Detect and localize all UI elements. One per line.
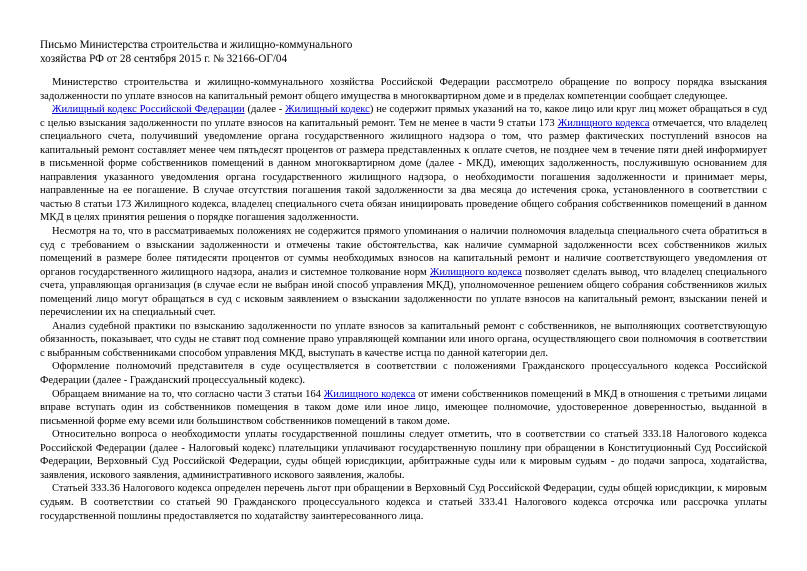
- paragraph-article-164: [40, 388, 767, 429]
- paragraph-text: от имени собственников помещений в МКД в отношения с третьими лицами вправе вступать один из собственников помещения в таком доме или иное лицо, имеющее полномочие, удостоверенное доверенностью, выданной в письменной форме ему всеми или большинством собственников помещений в таком доме.: [40, 388, 767, 427]
- document-title: [40, 38, 767, 66]
- paragraph-benefits: Статьей 333.36 Налогового кодекса определен перечень льгот при обращении в Верховный Суд Российской Федерации, суды общей юрисдикции, к мировым судьям. В соответствии со статьей 90 Гражданского процессуального кодекса и статьей 333.41 Налогового кодекса отсрочка или рассрочка уплаты государственной пошлины предоставляется по ходатайству заинтересованного лица.: [40, 483, 767, 522]
- paragraph-special-account-owner: [40, 225, 767, 320]
- paragraph-intro: Министерство строительства и жилищно-коммунального хозяйства Российской Федерации рассмотрело обращение по вопросу порядка взыскания задолженности по уплате взносов на капитальный ремонт общего имущества в многоквартирном доме и в пределах компетенции сообщает следующее.: [40, 77, 767, 102]
- paragraph-court-practice: Анализ судебной практики по взысканию задолженности по уплате взносов за капитальный ремонт с собственников, не выполняющих соответствующую обязанность, показывает, что суды не ставят под сомнение право управляющей компании или иного органа, осуществляющего свои полномочия в соответствии с выбранным собственниками способом управления МКД, выступать в качестве истца по данной категории дел.: [40, 320, 767, 359]
- document-title-line-1: Письмо Министерства строительства и жилищно-коммунального: [40, 39, 353, 51]
- paragraph-text: отмечается, что владелец специального счета, получивший уведомление органа государственного жилищного надзора о том, что размер фактических поступлений взносов на капитальный ремонт составляет менее чем пятьдесят процентов от размера представленных к оплате счетов, не позднее чем в течение пяти дней информирует в письменной форме собственников помещений в данном многоквартирном доме (далее - МКД), имеющих задолженность, послужившую основанием для направления указанного уведомления органа государственного жилищного надзора, о необходимости погашения задолженности и принимает меры, направленные на ее погашение. В случае отсутствия погашения такой задолженности за два месяца до истечения срока, установленного в соответствии с частью 8 статьи 173 Жилищного кодекса, владелец специального счета обязан инициировать проведение общего собрания собственников помещений в данном МКД в целях принятия решения о порядке погашения задолженности.: [40, 117, 767, 224]
- paragraph-representative-powers: Оформление полномочий представителя в суде осуществляется в соответствии с положениями Гражданского процессуального кодекса Российской Федерации (далее - Гражданский процессуальный кодекс).: [40, 361, 767, 387]
- link-housing-code-full[interactable]: Жилищный кодекс Российской Федерации: [52, 104, 245, 116]
- link-housing-code-genitive[interactable]: Жилищного кодекса: [557, 117, 650, 129]
- paragraph-text: Обращаем внимание на то, что согласно части 3 статьи 164: [52, 388, 324, 400]
- paragraph-text: ) не содержит прямых указаний на то, какое лицо или круг лиц может обращаться в суд с целью взыскания задолженности по уплате взносов на капитальный ремонт. Тем не менее в части 9 статьи 173: [40, 104, 767, 129]
- paragraph-text: позволяет сделать вывод, что владелец специального счета, управляющая организация (в случае если не выбран иной способ управления МКД), уполномоченное решением общего собрания собственников жилых помещений лицо могут обращаться в суд с исковым заявлением о взыскании задолженности по уплате взносов на капитальный ремонт, взыскании пеней и перечислении их на специальный счет.: [40, 266, 767, 319]
- paragraph-state-duty: Относительно вопроса о необходимости уплаты государственной пошлины следует отметить, что в соответствии со статьей 333.18 Налогового кодекса Российской Федерации (далее - Налоговый кодекс) плательщики уплачивают государственную пошлину при обращении в Конституционный Суд Российской Федерации, Верховный Суд Российской Федерации, суды общей юрисдикции, арбитражные суды или к мировым судьям - до подачи запроса, ходатайства, заявления, искового заявления, административного искового заявления, жалобы.: [40, 429, 767, 481]
- link-housing-code-short[interactable]: Жилищный кодекс: [285, 104, 370, 116]
- paragraph-housing-code: [40, 103, 767, 225]
- paragraph-text: Несмотря на то, что в рассматриваемых положениях не содержится прямого упоминания о наличии полномочия владельца специального счета обратиться в суд с требованием о взыскании задолженности и отмечены такие обстоятельства, как наличие суммарной задолженности всех собственников жилых помещений в размере более пятидесяти процентов от суммы необходимых взносов на капитальный ремонт и наличие соответствующего уведомления от органов государственного жилищного надзора, анализ и системное толкование норм: [40, 226, 767, 278]
- document-page: [40, 38, 767, 523]
- link-housing-code-norms[interactable]: Жилищного кодекса: [429, 266, 522, 278]
- paragraph-text: (далее -: [244, 104, 286, 116]
- document-title-line-2: хозяйства РФ от 28 сентября 2015 г. № 32166-ОГ/04: [40, 53, 288, 65]
- link-housing-code-article-164[interactable]: Жилищного кодекса: [323, 388, 416, 400]
